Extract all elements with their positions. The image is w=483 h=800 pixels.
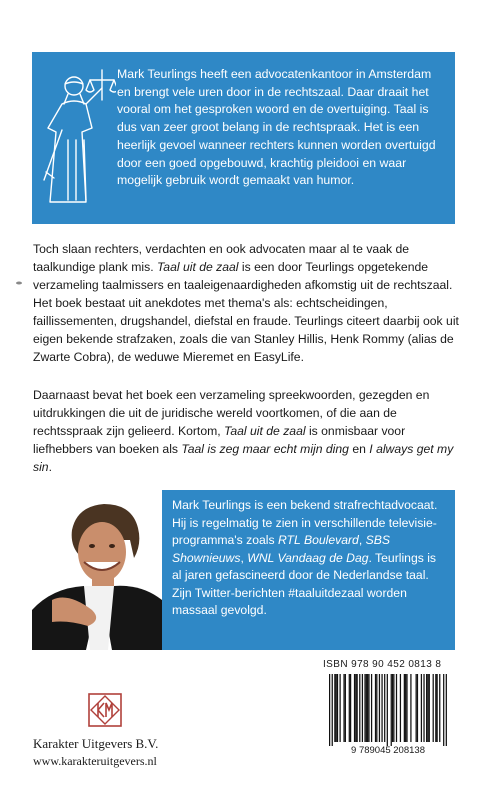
barcode-bar xyxy=(443,674,444,746)
barcode-bar xyxy=(362,674,363,742)
barcode-bar xyxy=(396,674,397,742)
tv-show-name: RTL Boulevard xyxy=(277,533,359,547)
text-run: Daarnaast bevat het boek een verzameling spreekwoorden, gezegden en uitdrukkingen die uit de juridische wereld voortkomen, of die aan de rechtsspraak zijn gelieerd. Kortom, xyxy=(33,388,430,438)
barcode-bar xyxy=(375,674,376,742)
barcode-bar xyxy=(410,674,411,742)
barcode-bar xyxy=(332,674,333,746)
barcode-bar xyxy=(368,674,369,742)
barcode-bar xyxy=(376,674,377,742)
barcode-bar xyxy=(345,674,346,742)
barcode-bar xyxy=(384,674,385,742)
text-run: is een door Teurlings opgetekende verzameling taalmissers en taaleigenaardigheden afkomstig uit de rechtszaal. Het boek bestaat uit anekdotes met thema's als: echtscheidingen, faillissementen, drugshandel, diefstal en fraude. Teurlings citeert daarbij ook uit eigen bekende strafzaken, zoals die van Stanley Hillis, Henk Rommy (alias de Zwarte Cobra), de weduwe Mieremet en EasyLife. xyxy=(33,260,459,364)
barcode-bar xyxy=(343,674,344,742)
barcode-digits: 9 789045 208138 xyxy=(351,745,425,756)
barcode-bar xyxy=(433,674,434,742)
text-run: , xyxy=(240,550,248,565)
barcode-bar xyxy=(367,674,368,742)
barcode-bar xyxy=(329,674,330,746)
text-run: en xyxy=(348,442,370,456)
barcode-bar xyxy=(427,674,428,742)
barcode-bar xyxy=(426,674,427,742)
barcode-bar xyxy=(435,674,436,742)
text-run: , xyxy=(358,533,366,547)
text-run: . Teurlings is al jaren gefascineerd door de Nederlandse taal. Zijn Twitter-berichten #taaluitdezaal worden massaal gevolgd. xyxy=(172,550,437,617)
barcode-bar xyxy=(406,674,407,742)
barcode-bar xyxy=(336,674,337,742)
barcode-bar xyxy=(355,674,356,742)
lady-justice-illustration xyxy=(32,60,116,210)
book-title: Taal is zeg maar echt mijn ding xyxy=(181,442,349,456)
barcode-bar xyxy=(354,674,355,742)
print-speck xyxy=(16,281,22,285)
text-run: is onmisbaar voor liefhebbers van boeken als xyxy=(33,424,406,456)
barcode-bar xyxy=(400,674,401,742)
isbn-label: ISBN 978 90 452 0813 8 xyxy=(323,659,442,670)
text-run: Mark Teurlings is een bekend strafrechtadvocaat. Hij is regelmatig te zien in verschillende televisie-programma's zoals xyxy=(172,498,438,547)
text-run: Toch slaan rechters, verdachten en ook advocaten maar al te vaak de taalkundige plank mis. xyxy=(33,242,410,274)
barcode-bar xyxy=(393,674,394,742)
barcode-bar xyxy=(392,674,393,742)
isbn-barcode xyxy=(323,672,453,756)
barcode-bar xyxy=(337,674,338,742)
barcode-bar xyxy=(387,674,388,746)
barcode-bar xyxy=(429,674,430,742)
tv-show-name: WNL Vandaag de Dag xyxy=(247,550,369,565)
book-title: Taal uit de zaal xyxy=(224,424,306,438)
publisher-name: Karakter Uitgevers B.V. xyxy=(33,736,159,751)
barcode-bar xyxy=(334,674,335,742)
book-title: I always get my sin xyxy=(33,442,454,474)
author-bio xyxy=(172,497,448,620)
barcode-bar xyxy=(381,674,382,742)
barcode-bar xyxy=(421,674,422,742)
barcode-bar xyxy=(439,674,440,742)
barcode-bar xyxy=(359,674,360,742)
description-paragraph-2 xyxy=(33,386,459,476)
book-title: Taal uit de zaal xyxy=(156,260,239,274)
barcode-bar xyxy=(404,674,405,742)
publisher-website[interactable]: www.karakteruitgevers.nl xyxy=(33,754,157,768)
km-monogram-logo xyxy=(88,693,122,727)
tv-show-name: SBS Shownieuws xyxy=(172,533,390,565)
barcode-bar xyxy=(391,674,392,746)
barcode-bar xyxy=(405,674,406,742)
barcode-bar xyxy=(371,674,372,742)
barcode-bar xyxy=(446,674,447,746)
barcode-bar xyxy=(349,674,350,742)
barcode-bar xyxy=(364,674,365,742)
text-run: . xyxy=(48,460,52,474)
barcode-bar xyxy=(339,674,340,742)
description-paragraph-1 xyxy=(33,240,459,366)
barcode-bar xyxy=(350,674,351,742)
intro-text: Mark Teurlings heeft een advocatenkantoor in Amsterdam en brengt vele uren door in de rechtszaal. Daar draait het vooral om het gesproken woord en de overtuiging. Taal is dus van zeer groot belang in de rechtspraak. Het is een heerlijk gevoel wanneer rechters kunnen worden overtuigd door een goed opgebouwd, krachtig pleidooi en waar mogelijk gebruik wordt gemaakt van humor. xyxy=(117,67,436,188)
barcode-bar xyxy=(417,674,418,742)
barcode-bar xyxy=(366,674,367,742)
barcode-bar xyxy=(423,674,424,742)
barcode-bar xyxy=(437,674,438,742)
barcode-bar xyxy=(357,674,358,742)
barcode-bar xyxy=(379,674,380,742)
barcode-bar xyxy=(416,674,417,742)
author-portrait-photo xyxy=(32,490,162,650)
